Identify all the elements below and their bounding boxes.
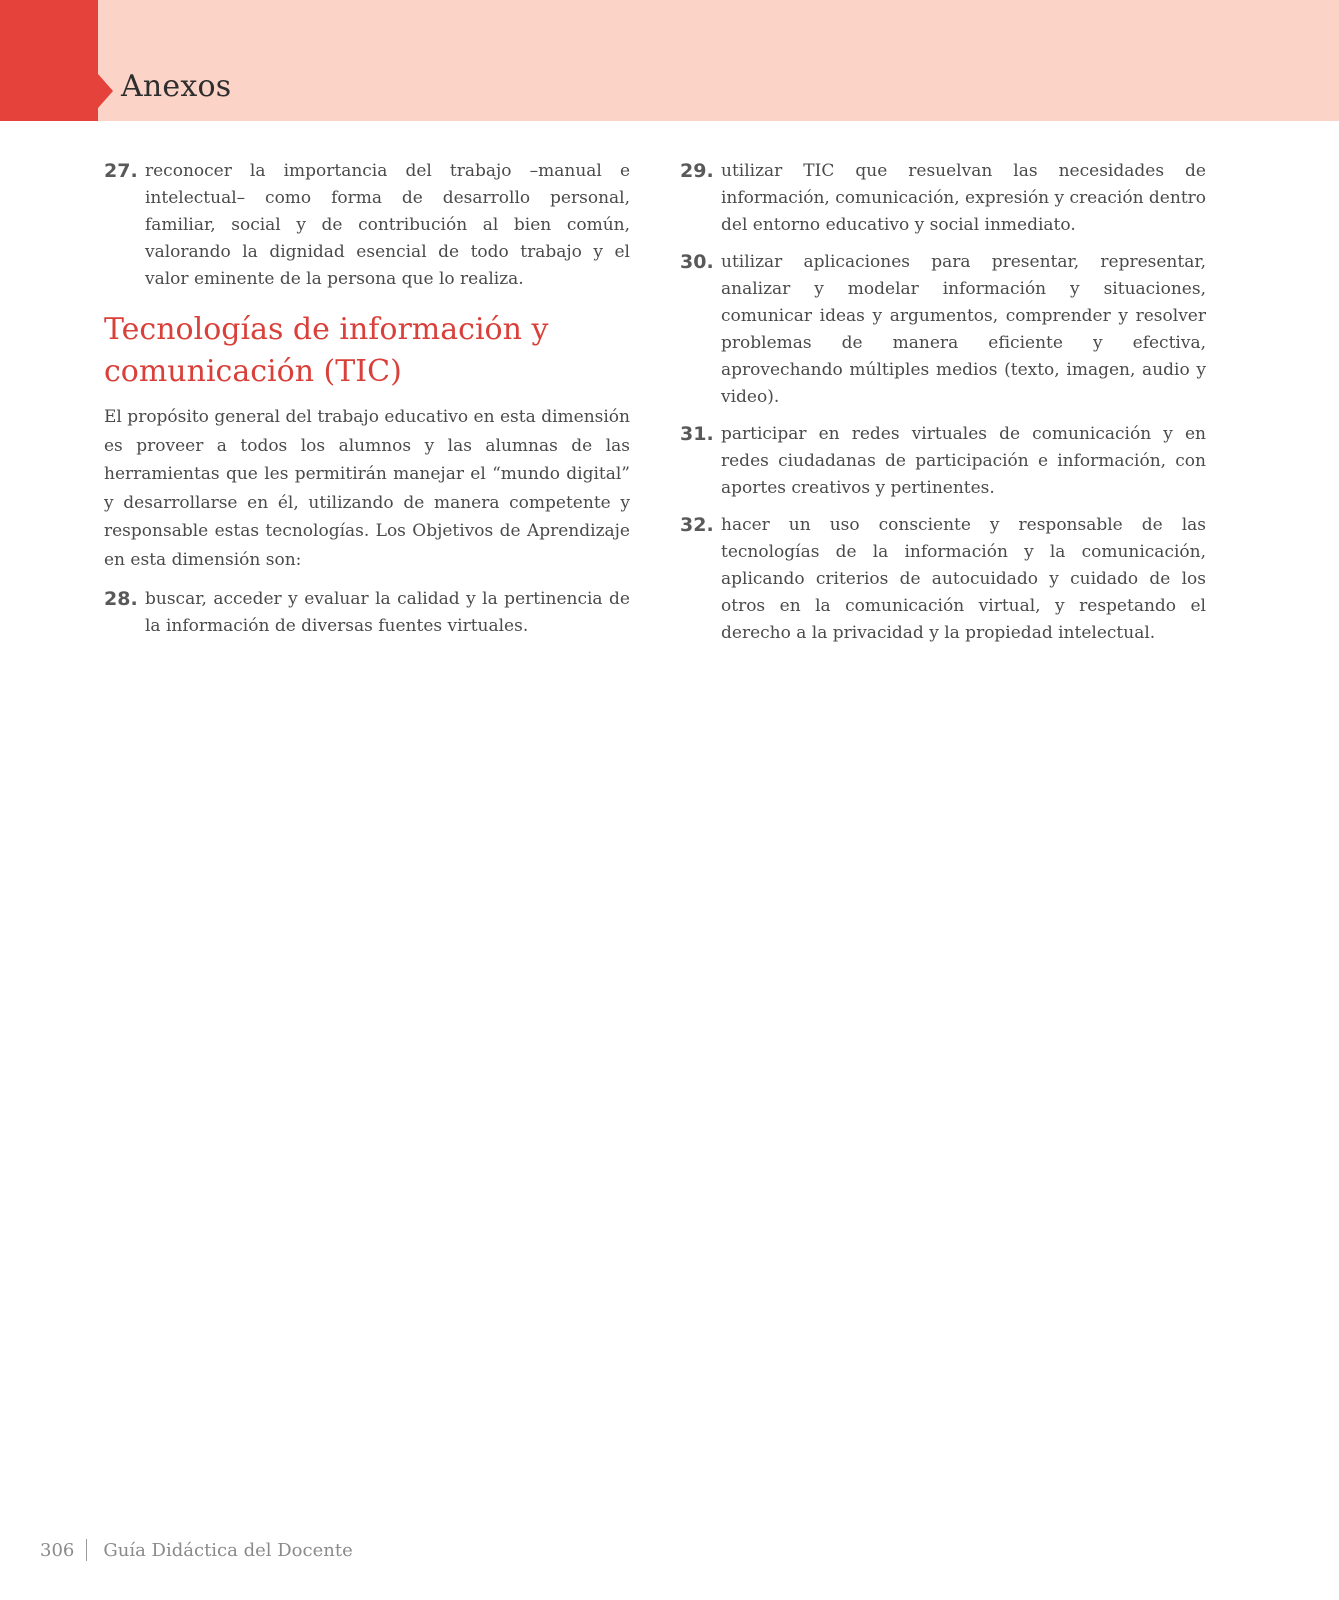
section-intro: El propósito general del trabajo educativo en esta dimensión es proveer a todos los alumnos y las alumnas de las herramientas que les permitirán manejar el “mundo digital” y desarrollarse en él, utilizando de manera competente y responsable estas tecnologías. Los Objetivos de Aprendizaje en esta dimensión son:	[104, 407, 630, 570]
objective-item-29	[680, 158, 1206, 239]
objective-text: buscar, acceder y evaluar la calidad y la pertinencia de la información de diversas fuentes virtuales.	[145, 589, 630, 636]
objective-text: utilizar TIC que resuelvan las necesidades de información, comunicación, expresión y creación dentro del entorno educativo y social inmediato.	[721, 161, 1207, 235]
objective-item-31	[680, 421, 1206, 502]
objective-item-30	[680, 249, 1206, 411]
objective-number: 29.	[680, 160, 714, 182]
section-title: Tecnologías de información y comunicación (TIC)	[104, 312, 549, 389]
objective-text: hacer un uso consciente y responsable de las tecnologías de la información y la comunicación, aplicando criterios de autocuidado y cuidado de los otros en la comunicación virtual, y respetando el derecho a la privacidad y la propiedad intelectual.	[721, 515, 1206, 643]
book-title: Guía Didáctica del Docente	[103, 1539, 353, 1561]
page-footer	[40, 1539, 353, 1561]
objective-item-27	[104, 158, 630, 293]
footer-divider	[86, 1539, 87, 1561]
objective-item-32	[680, 512, 1206, 647]
objective-text: participar en redes virtuales de comunicación y en redes ciudadanas de participación e información, con aportes creativos y pertinentes.	[721, 424, 1206, 498]
page-header-title: Anexos	[121, 69, 232, 104]
objective-number: 27.	[104, 160, 138, 182]
page-number: 306	[40, 1539, 75, 1561]
objective-number: 31.	[680, 423, 714, 445]
objective-number: 32.	[680, 514, 714, 536]
right-column	[680, 158, 1206, 657]
objective-number: 30.	[680, 251, 714, 273]
left-column	[104, 158, 630, 650]
objective-text: utilizar aplicaciones para presentar, representar, analizar y modelar información y situaciones, comunicar ideas y argumentos, comprender y resolver problemas de manera eficiente y efectiva, aprovechando múltiples medios (texto, imagen, audio y video).	[721, 252, 1206, 407]
header-tab-marker	[0, 0, 113, 121]
objective-item-28	[104, 586, 630, 640]
objective-number: 28.	[104, 588, 138, 610]
objective-text: reconocer la importancia del trabajo –manual e intelectual– como forma de desarrollo personal, familiar, social y de contribución al bien común, valorando la dignidad esencial de todo trabajo y el valor eminente de la persona que lo realiza.	[145, 161, 630, 289]
